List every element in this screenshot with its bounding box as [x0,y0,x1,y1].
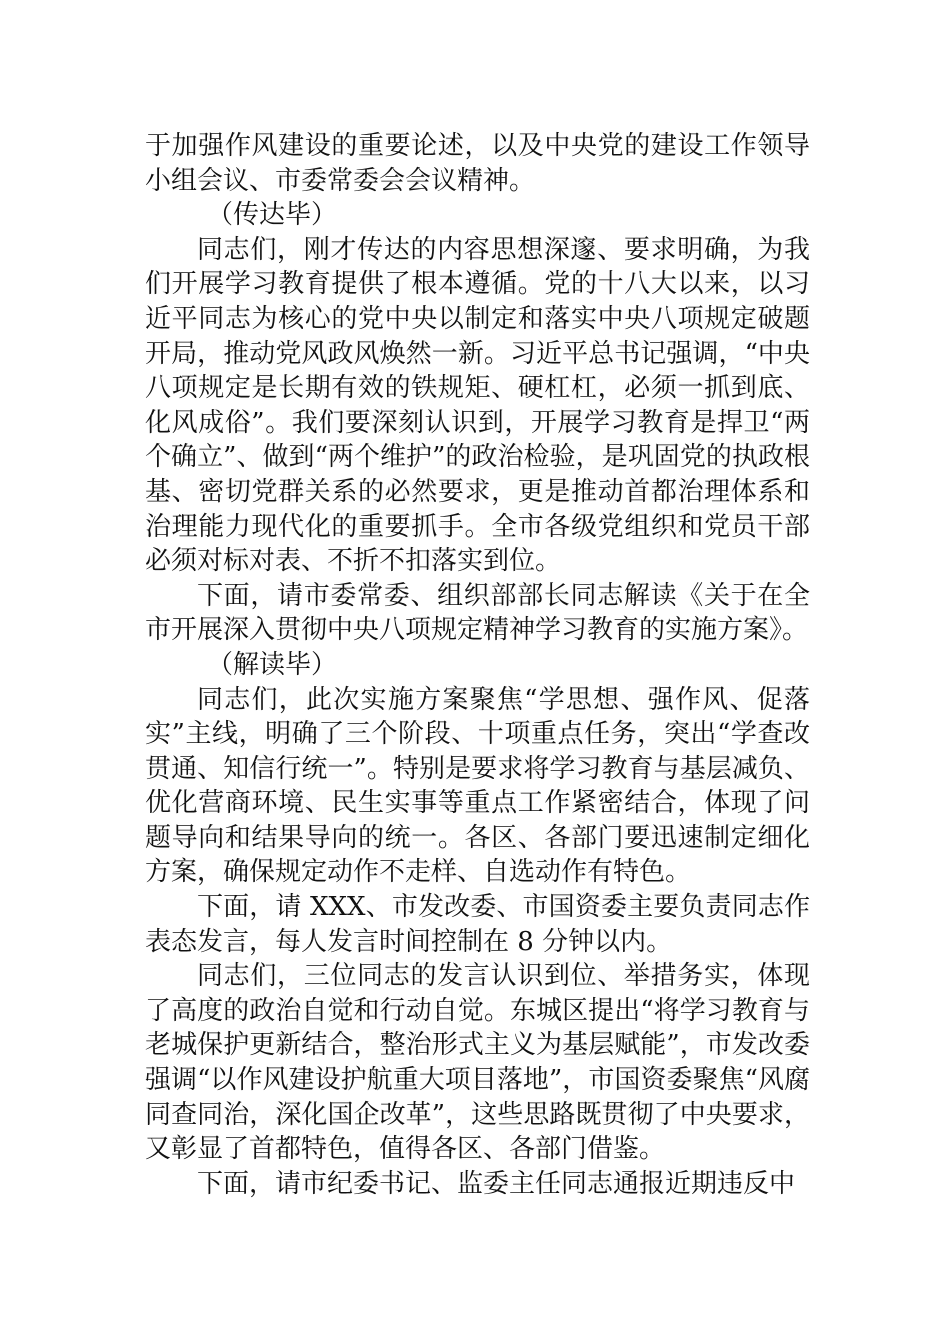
paragraph-1: 于加强作风建设的重要论述，以及中央党的建设工作领导小组会议、市委常委会会议精神。 [145,131,810,196]
document-body [145,129,810,1201]
paragraph-6: 同志们，此次实施方案聚焦“学思想、强作风、促落实”主线，明确了三个阶段、十项重点任务，突出“学查改贯通、知信行统一”。特别是要求将学习教育与基层减负、优化营商环境、民生实事等重点工作紧密结合，体现了问题导向和结果导向的统一。各区、各部门要迅速制定细化方案，确保规定动作不走样、自选动作有特色。 [145,684,810,888]
paragraph-2-note: （传达毕） [207,200,338,231]
paragraph-9: 下面，请市纪委书记、监委主任同志通报近期违反中 [197,1168,796,1199]
paragraph-5-note: （解读毕） [207,649,338,680]
paragraph-7: 下面，请 XXX、市发改委、市国资委主要负责同志作表态发言，每人发言时间控制在 8 分钟以内。 [145,892,810,957]
paragraph-3: 同志们，刚才传达的内容思想深邃、要求明确，为我们开展学习教育提供了根本遵循。党的十八大以来，以习近平同志为核心的党中央以制定和落实中央八项规定破题开局，推动党风政风焕然一新。习近平总书记强调，“中央八项规定是长期有效的铁规矩、硬杠杠，必须一抓到底、化风成俗”。我们要深刻认识到，开展学习教育是捍卫“两个确立”、做到“两个维护”的政治检验，是巩固党的执政根基、密切党群关系的必然要求，更是推动首都治理体系和治理能力现代化的重要抓手。全市各级党组织和党员干部必须对标对表、不折不扣落实到位。 [145,234,810,577]
paragraph-8: 同志们，三位同志的发言认识到位、举措务实，体现了高度的政治自觉和行动自觉。东城区提出“将学习教育与老城保护更新结合，整治形式主义为基层赋能”，市发改委强调“以作风建设护航重大项目落地”，市国资委聚焦“风腐同查同治，深化国企改革”，这些思路既贯彻了中央要求，又彰显了首都特色，值得各区、各部门借鉴。 [145,961,810,1165]
paragraph-4: 下面，请市委常委、组织部部长同志解读《关于在全市开展深入贯彻中央八项规定精神学习教育的实施方案》。 [145,580,810,646]
